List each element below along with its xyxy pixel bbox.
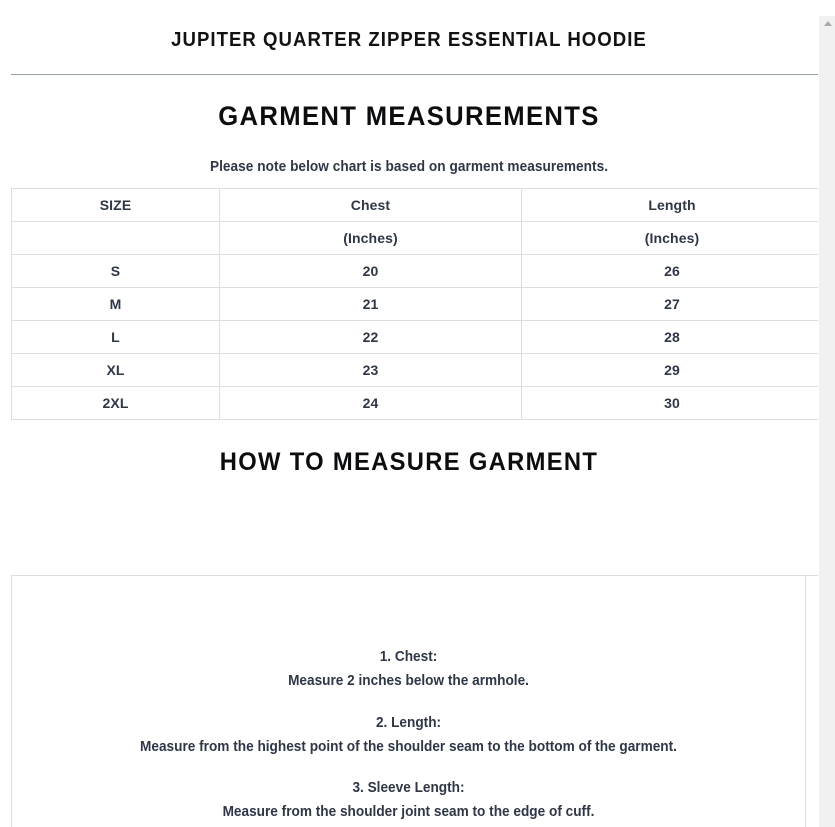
measurements-note: Please note below chart is based on garment measurements. [209,159,609,176]
instruction-text: Measure from the highest point of the shoulder seam to the bottom of the garment. [140,738,677,755]
cell-chest: 20 [220,255,522,288]
measurements-table [11,188,818,420]
how-to-measure-heading: HOW TO MEASURE GARMENT [219,448,599,477]
table-row [12,288,819,321]
garment-measurements-heading: GARMENT MEASUREMENTS [218,101,600,131]
cell-length: 26 [522,255,819,288]
title-divider [11,74,818,75]
instruction-label: 2. Length: [375,714,442,731]
table-header-row [12,189,819,222]
instruction-label: 1. Chest: [379,648,438,665]
units-cell-size [12,222,220,255]
cell-size: S [12,255,220,288]
instructions-row [12,575,819,827]
units-cell-length: (Inches) [522,222,819,255]
cell-chest: 22 [220,321,522,354]
instruction-item-length [12,712,805,760]
product-title: JUPITER QUARTER ZIPPER ESSENTIAL HOODIE [171,29,647,51]
column-header-length: Length [522,189,819,222]
cell-chest: 23 [220,354,522,387]
scrollbar-thumb[interactable] [819,0,835,14]
cell-chest: 21 [220,288,522,321]
instruction-item-chest [12,646,805,694]
cell-length: 29 [522,354,819,387]
instructions-cell [12,575,806,827]
cell-size: XL [12,354,220,387]
cell-size: L [12,321,220,354]
table-units-row [12,222,819,255]
instructions-body [12,576,805,827]
vertical-scrollbar[interactable] [818,0,835,827]
cell-size: 2XL [12,387,220,420]
table-row [12,387,819,420]
cell-length: 27 [522,288,819,321]
column-header-size: SIZE [12,189,220,222]
scroll-up-arrow-icon[interactable] [819,16,835,30]
units-cell-chest: (Inches) [220,222,522,255]
instructions-table [11,575,818,827]
table-row [12,255,819,288]
instruction-label: 3. Sleeve Length: [352,780,465,797]
instruction-text: Measure 2 inches below the armhole. [288,672,529,689]
instruction-item-sleeve-length [12,777,805,825]
table-row [12,354,819,387]
column-header-chest: Chest [220,189,522,222]
cell-length: 30 [522,387,819,420]
table-row [12,321,819,354]
cell-chest: 24 [220,387,522,420]
triangle-up-glyph [824,21,832,26]
cell-size: M [12,288,220,321]
instruction-text: Measure from the shoulder joint seam to the edge of cuff. [222,804,595,821]
cell-length: 28 [522,321,819,354]
instructions-side-cell [806,575,819,827]
